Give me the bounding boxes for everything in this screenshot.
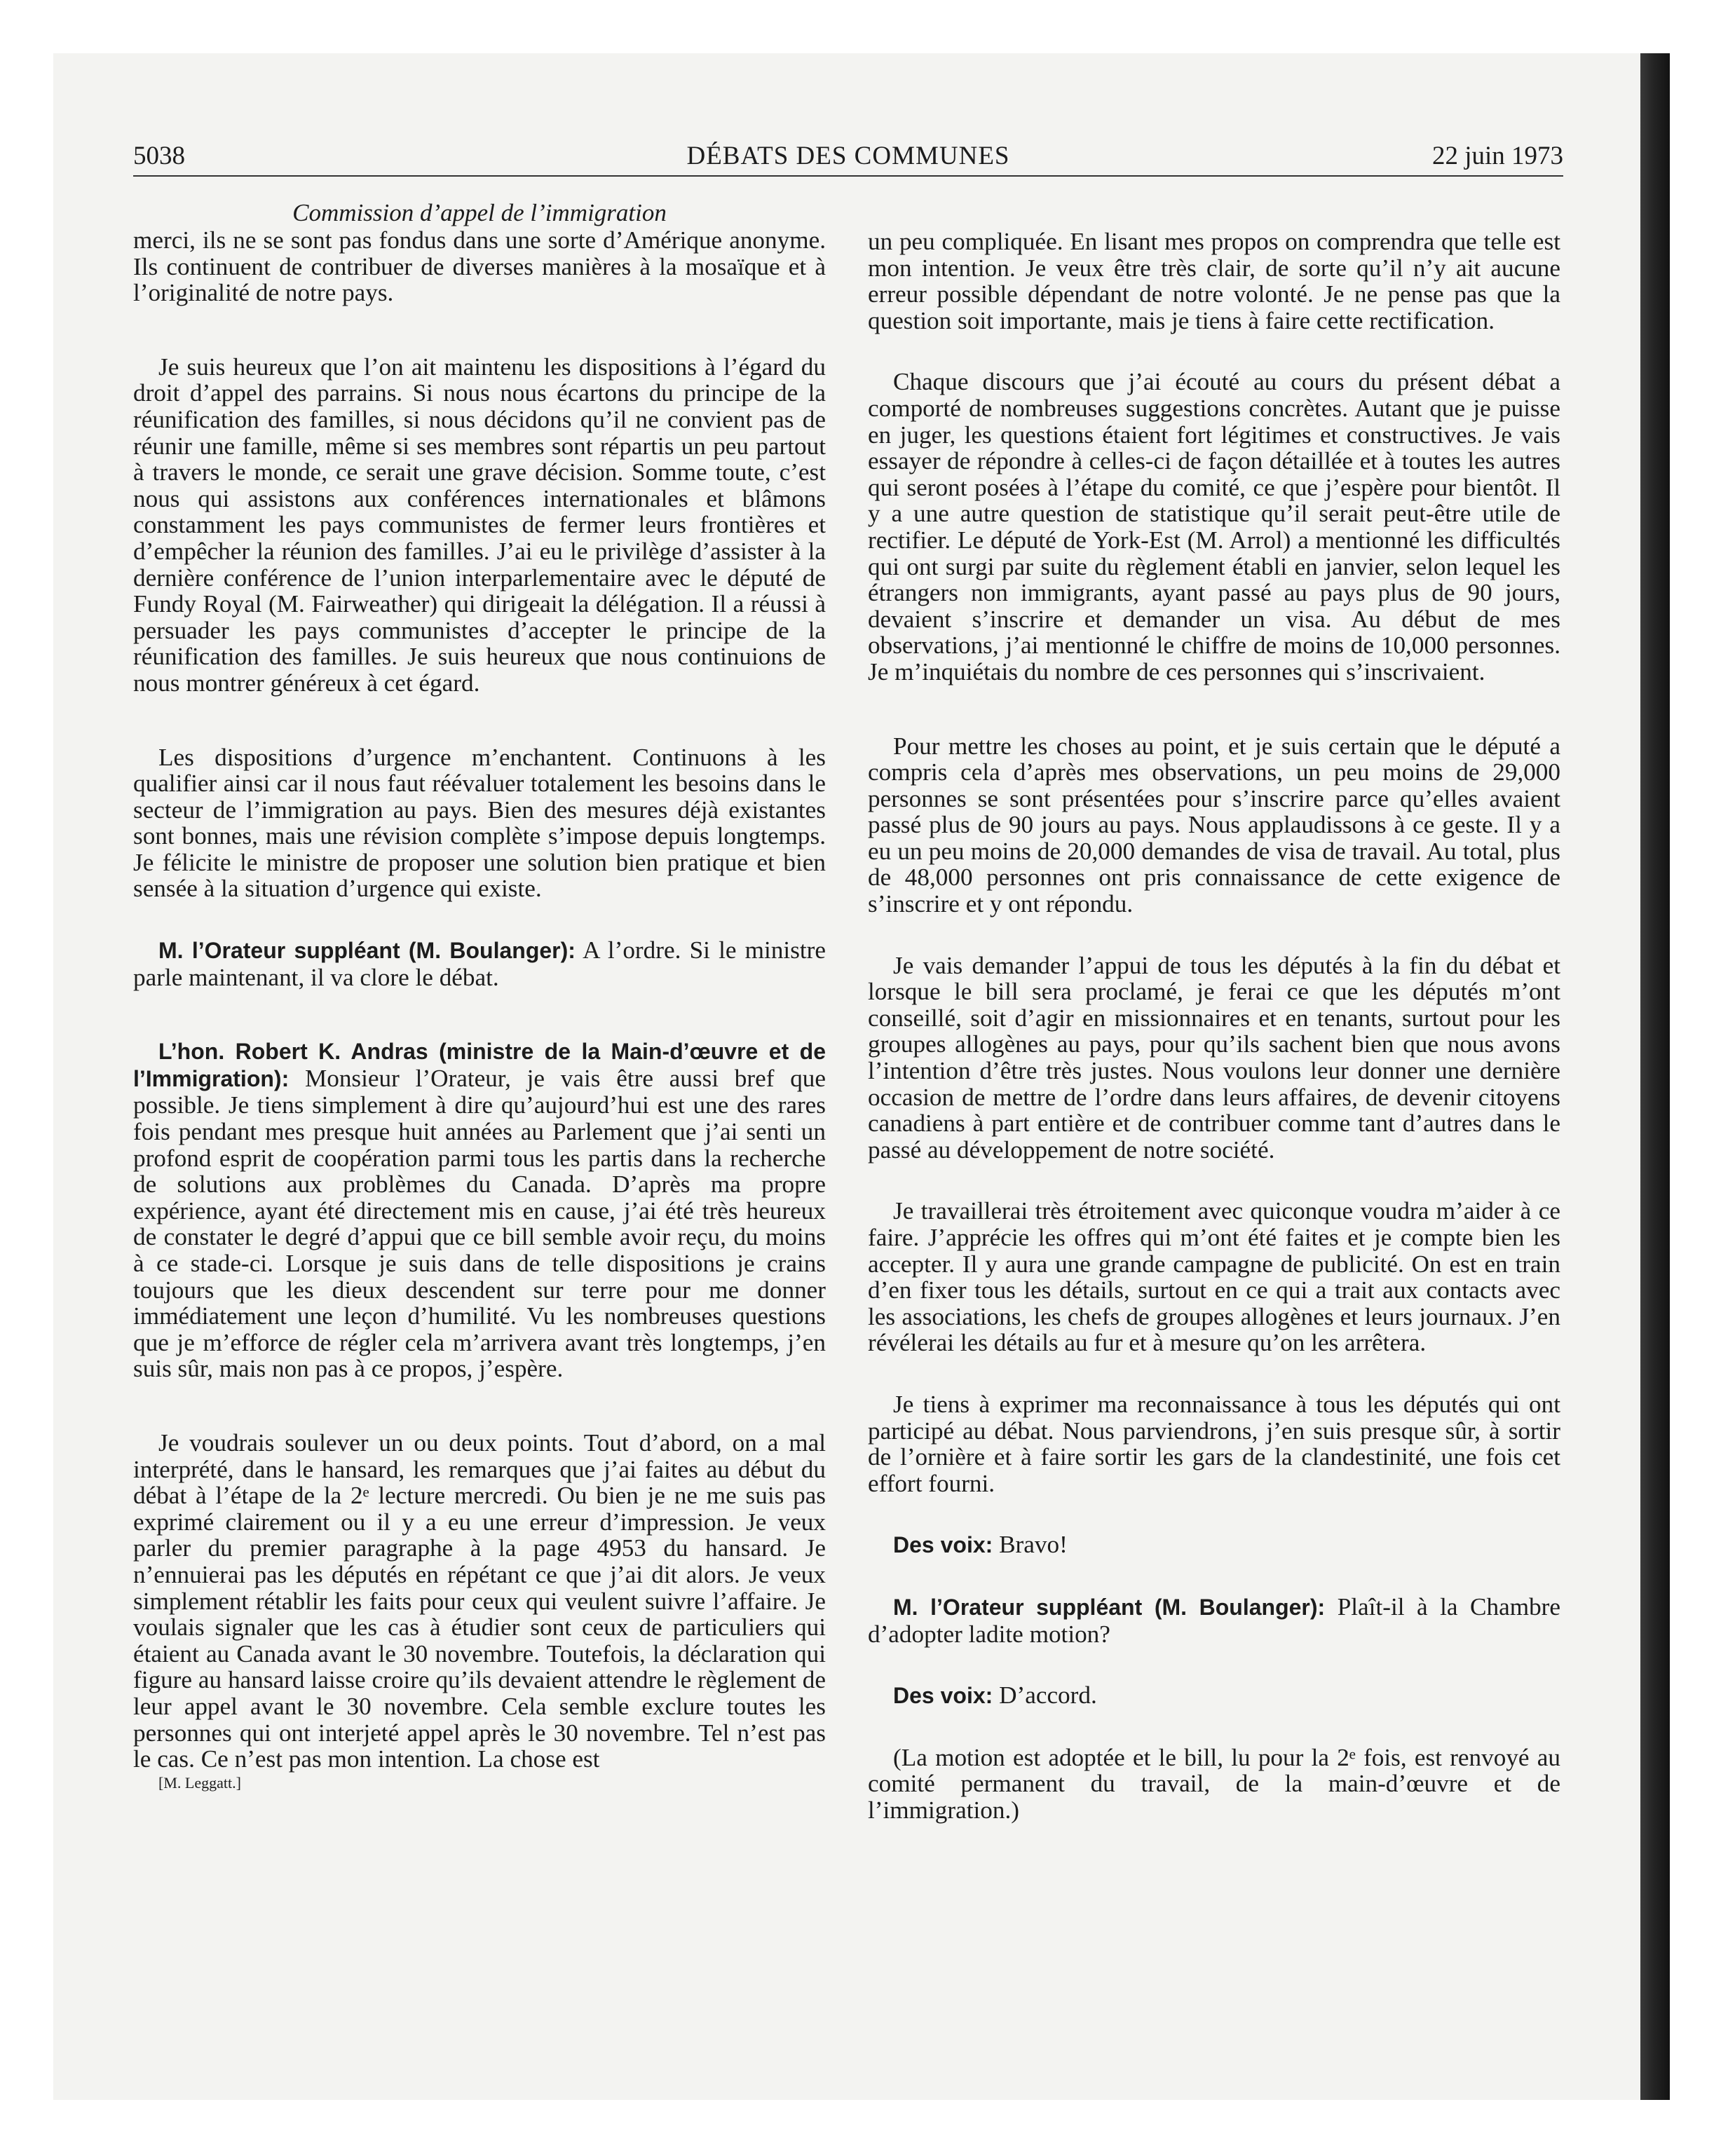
- speaker-name: M. l’Orateur suppléant (M. Boulanger):: [893, 1594, 1326, 1620]
- paragraph: Je vais demander l’appui de tous les députés à la fin du débat et lorsque le bill sera proclamé, je ferai ce que les députés m’ont conseillé, soit d’agir en missionnaires et en tenants, surtout pour les groupes allogènes au pays, pour qu’ils sachent bien que nous avons l’intention d’être très justes. Nous voulons leur donner une dernière occasion de mettre de l’ordre dans leurs affaires, de devenir citoyens canadiens à part entière et de contribuer comme tant d’autres dans le passé au développement de notre société.: [868, 951, 1560, 1164]
- publication-date: 22 juin 1973: [1431, 142, 1563, 170]
- section-title: Commission d’appel de l’immigration: [292, 199, 667, 226]
- speech-text: Plaît-il à la Chambre d’adopter ladite motion?: [868, 1592, 1561, 1648]
- speaker-name: M. l’Orateur suppléant (M. Boulanger):: [158, 938, 576, 964]
- right-column: [868, 228, 1560, 1824]
- paragraph: (La motion est adoptée et le bill, lu pour la 2ᵉ fois, est renvoyé au comité permanent du travail, de la main-d’œuvre et de l’immigration.): [868, 1743, 1560, 1824]
- paragraph: Je voudrais soulever un ou deux points. Tout d’abord, on a mal interprété, dans le hansard, les remarques que j’ai faites au début du débat à l’étape de la 2ᵉ lecture mercredi. Ou bien je ne me suis pas exprimé clairement ou il y a eu une erreur d’impression. Je veux parler du premier paragraphe à la page 4953 du hansard. Je n’ennuierai pas les députés en répétant ce que j’ai dit alors. Je veux simplement rétablir les faits pour ceux qui veulent suivre l’affaire. Je voulais signaler que les cas à étudier sont ceux de particuliers qui étaient au Canada avant le 30 novembre. Toutefois, la déclaration qui figure au hansard laisse croire qu’ils devaient attendre le règlement de leur appel avant le 30 novembre. Cela semble exclure toutes les personnes qui ont interjeté appel après le 30 novembre. Tel n’est pas le cas. Ce n’est pas mon intention. La chose est: [133, 1428, 826, 1773]
- paragraph: Je suis heureux que l’on ait maintenu les dispositions à l’égard du droit d’appel des parrains. Si nous nous écartons du principe de la réunification des familles, si nous décidons qu’il ne convient pas de réunir une famille, même si ses membres sont répartis un peu partout à travers le monde, ce serait une grave décision. Somme toute, c’est nous qui assistons aux conférences internationales et blâmons constamment les pays communistes de fermer leurs frontières et d’empêcher la réunion des familles. J’ai eu le privilège d’assister à la dernière conférence de l’union interparlementaire avec le député de Fundy Royal (M. Fairweather) qui dirigeait la délégation. Il a réussi à persuader les pays communistes d’accepter le principe de la réunification des familles. Je suis heureux que nous continuions de nous montrer généreux à cet égard.: [133, 353, 826, 697]
- speech-text: D’accord.: [993, 1681, 1097, 1710]
- speech-paragraph: [868, 1594, 1560, 1647]
- left-column: [133, 199, 826, 1794]
- page-binding-edge: [1640, 53, 1670, 2100]
- speech-paragraph: [133, 1038, 826, 1382]
- speaker-signature: [M. Leggatt.]: [158, 1773, 241, 1792]
- speech-paragraph: [868, 1531, 1560, 1559]
- speech-paragraph: [133, 937, 826, 990]
- speaker-name: Des voix:: [893, 1532, 993, 1558]
- speaker-name: Des voix:: [893, 1683, 993, 1709]
- publication-title: DÉBATS DES COMMUNES: [686, 142, 1010, 170]
- paragraph: Pour mettre les choses au point, et je suis certain que le député a compris cela d’après mes observations, un peu moins de 29,000 personnes se sont présentées pour s’inscrire parce qu’elles avaient passé plus de 90 jours au pays. Nous applaudissons à ce geste. Il y a eu un peu moins de 20,000 demandes de visa de travail. Au total, plus de 48,000 personnes ont pris connaissance de cette exigence de s’inscrire et y ont répondu.: [868, 732, 1560, 918]
- paragraph: Je tiens à exprimer ma reconnaissance à tous les députés qui ont participé au débat. Nous parviendrons, j’en suis presque sûr, à sortir de l’ornière et à faire sortir les gars de la clandestinité, une fois cet effort fourni.: [868, 1390, 1560, 1497]
- running-head: [133, 140, 1563, 177]
- paragraph: Je travaillerai très étroitement avec quiconque voudra m’aider à ce faire. J’apprécie les offres qui m’ont été faites et je compte bien les accepter. Il y aura une grande campagne de publicité. On est en train d’en fixer tous les détails, surtout en ce qui a trait aux contacts avec les associations, les chefs de groupes allogènes et leurs journaux. J’en révélerai les détails au fur et à mesure qu’on les arrêtera.: [868, 1197, 1560, 1357]
- paragraph: Les dispositions d’urgence m’enchantent. Continuons à les qualifier ainsi car il nous faut réévaluer totalement les besoins dans le secteur de l’immigration au pays. Bien des mesures déjà existantes sont bonnes, mais une révision complète s’impose depuis longtemps. Je félicite le ministre de proposer une solution bien pratique et bien sensée à la situation d’urgence qui existe.: [133, 743, 826, 903]
- speaker-name: L’hon. Robert K. Andras (ministre de la Main-d’œuvre et de l’Immigration):: [133, 1039, 826, 1091]
- speech-text: A l’ordre. Si le ministre parle maintenant, il va clore le débat.: [133, 936, 826, 991]
- speech-text: Bravo!: [993, 1531, 1068, 1559]
- page-number: 5038: [133, 142, 185, 170]
- speech-text: Monsieur l’Orateur, je vais être aussi bref que possible. Je tiens simplement à dire qu’aujourd’hui est une des rares fois pendant mes presque huit années au Parlement que j’ai senti un profond esprit de coopération parmi tous les partis dans la recherche de solutions aux problèmes du Canada. D’après ma propre expérience, ayant été directement mis en cause, j’ai été très heureux de constater le degré d’appui que ce bill semble avoir reçu, du moins à ce stade-ci. Lorsque je suis dans de telle dispositions je crains toujours que les dieux descendent sur terre pour me donner immédiatement une leçon d’humilité. Vu les nombreuses questions que je m’efforce de régler cela m’arrivera avant très longtemps, j’en suis sûr, mais non pas à ce propos, j’espère.: [133, 1064, 826, 1383]
- paragraph: Chaque discours que j’ai écouté au cours du présent débat a comporté de nombreuses suggestions concrètes. Autant que je puisse en juger, les questions étaient fort légitimes et constructives. Je vais essayer de répondre à celles-ci de façon détaillée et à toutes les autres qui seront posées à l’étape du comité, ce que j’espère pour bientôt. Il y a une autre question de statistique qu’il serait peut-être utile de rectifier. Le député de York-Est (M. Arrol) a mentionné les difficultés qui ont surgi par suite du règlement établi en janvier, selon lequel les étrangers non immigrants, ayant passé au pays plus de 90 jours, devaient s’inscrire et demander un visa. Au début de mes observations, j’ai mentionné le chiffre de moins de 10,000 personnes. Je m’inquiétais du nombre de ces personnes qui s’inscrivaient.: [868, 368, 1560, 685]
- speech-paragraph: [868, 1682, 1560, 1710]
- paragraph: merci, ils ne se sont pas fondus dans une sorte d’Amérique anonyme. Ils continuent de contribuer de diverses manières à la mosaïque et à l’originalité de notre pays.: [133, 226, 826, 307]
- paragraph: un peu compliquée. En lisant mes propos on comprendra que telle est mon intention. Je veux être très clair, de sorte qu’il n’y ait aucune erreur possible dépendant de notre volonté. Je ne pense pas que la question soit importante, mais je tiens à faire cette rectification.: [868, 228, 1560, 334]
